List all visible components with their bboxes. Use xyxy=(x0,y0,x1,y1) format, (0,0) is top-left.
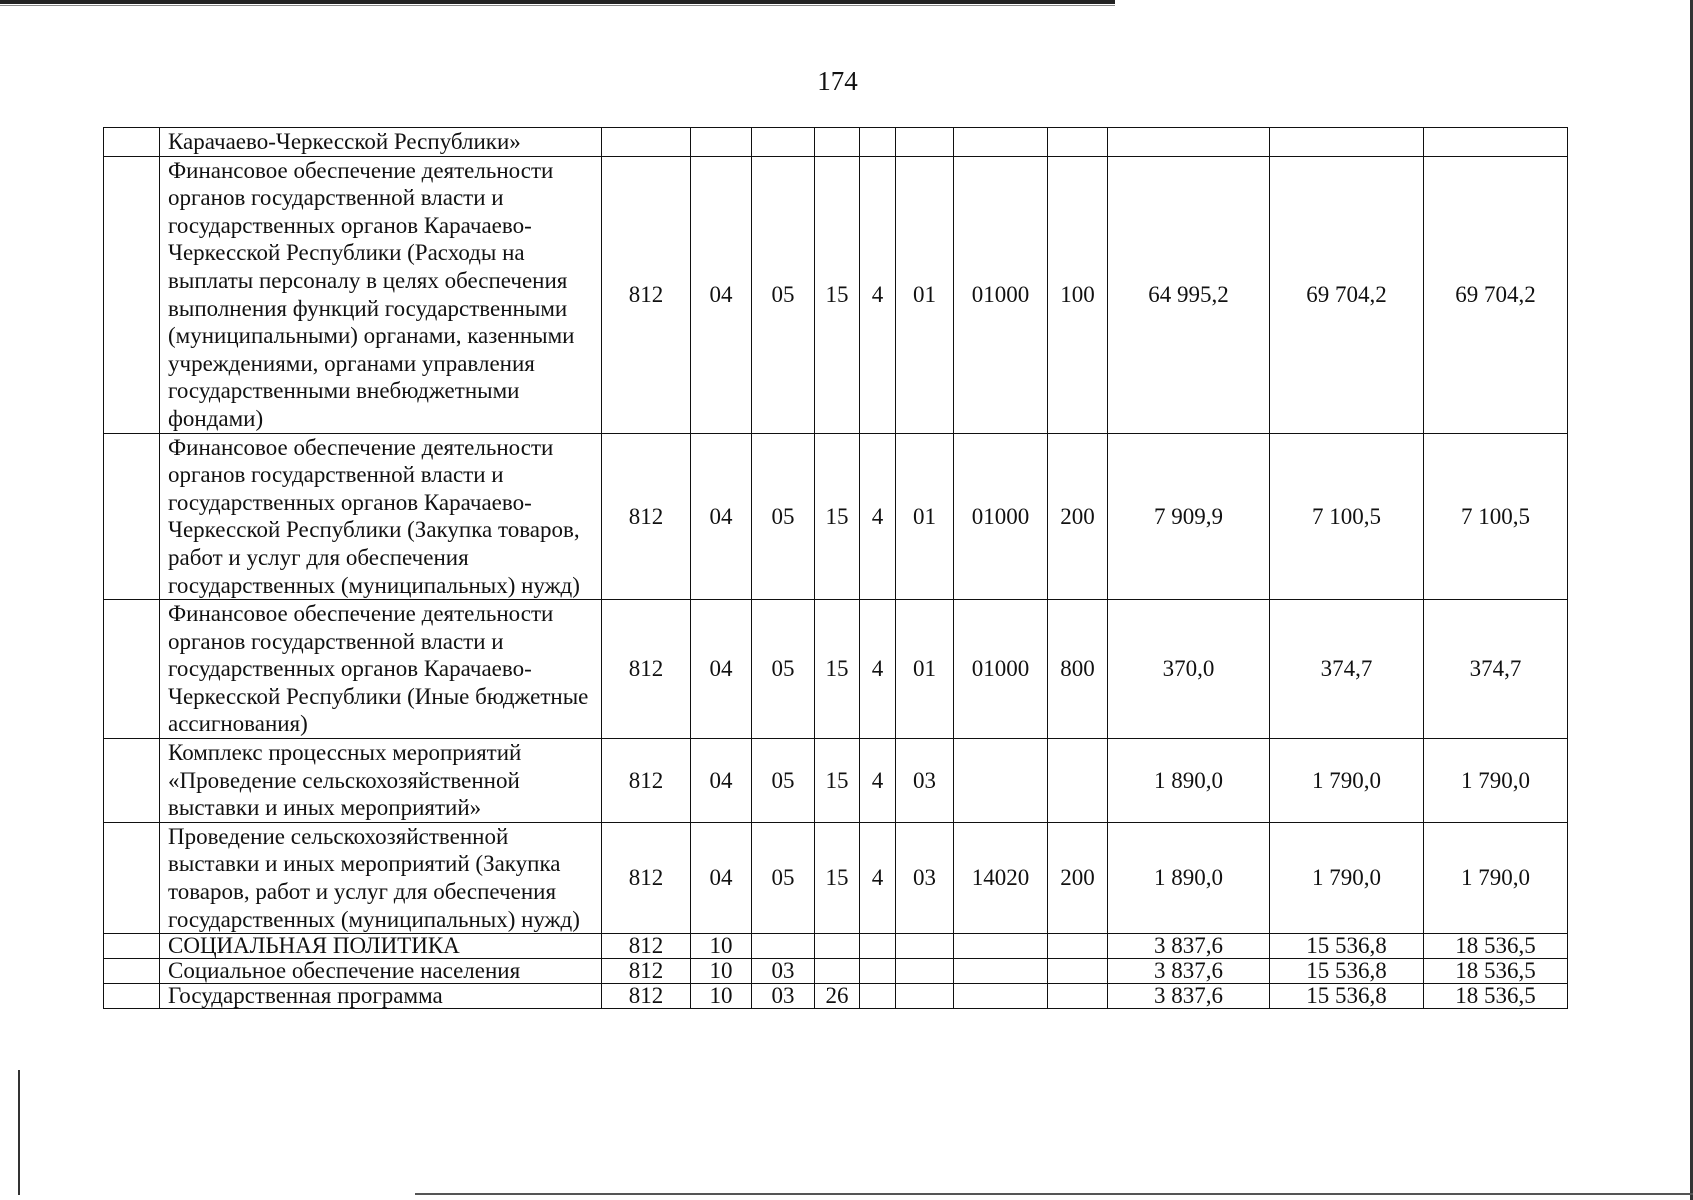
code-cell xyxy=(860,128,896,157)
code-cell: 812 xyxy=(602,934,691,959)
code-cell: 812 xyxy=(602,822,691,933)
code-cell xyxy=(1048,739,1108,823)
amount-cell: 1 790,0 xyxy=(1424,822,1568,933)
amount-cell: 1 790,0 xyxy=(1424,739,1568,823)
code-cell xyxy=(815,959,860,984)
page-number: 174 xyxy=(817,66,858,96)
row-number-cell xyxy=(104,984,160,1009)
amount-cell xyxy=(1424,128,1568,157)
code-cell xyxy=(860,984,896,1009)
code-cell: 812 xyxy=(602,959,691,984)
amount-cell: 69 704,2 xyxy=(1424,156,1568,433)
amount-cell xyxy=(1108,128,1270,157)
amount-cell: 15 536,8 xyxy=(1270,934,1424,959)
code-cell xyxy=(1048,959,1108,984)
code-cell xyxy=(896,959,954,984)
code-cell: 812 xyxy=(602,739,691,823)
row-number-cell xyxy=(104,739,160,823)
code-cell: 04 xyxy=(691,739,752,823)
code-cell: 15 xyxy=(815,600,860,739)
scan-border-top-thin xyxy=(0,5,1115,6)
table-row xyxy=(104,600,1568,739)
code-cell: 10 xyxy=(691,934,752,959)
table-row xyxy=(104,934,1568,959)
code-cell: 15 xyxy=(815,739,860,823)
code-cell: 200 xyxy=(1048,433,1108,600)
amount-cell: 3 837,6 xyxy=(1108,984,1270,1009)
table-row xyxy=(104,984,1568,1009)
scan-border-left xyxy=(18,1070,20,1195)
amount-cell: 1 890,0 xyxy=(1108,822,1270,933)
code-cell: 26 xyxy=(815,984,860,1009)
item-name-cell: Финансовое обеспечение деятельности органов государственной власти и государственных органов Карачаево-Черкесской Республики (Расходы на выплаты персоналу в целях обеспечения выполнения функций государственными (муниципальными) органами, казенными учреждениями, органами управления государственными внебюджетными фондами) xyxy=(160,156,602,433)
code-cell: 01 xyxy=(896,156,954,433)
code-cell: 04 xyxy=(691,433,752,600)
table-row xyxy=(104,822,1568,933)
code-cell: 10 xyxy=(691,959,752,984)
code-cell xyxy=(954,959,1048,984)
amount-cell: 15 536,8 xyxy=(1270,959,1424,984)
item-name-cell: Государственная программа xyxy=(160,984,602,1009)
code-cell: 03 xyxy=(752,959,815,984)
code-cell: 01000 xyxy=(954,433,1048,600)
amount-cell: 7 909,9 xyxy=(1108,433,1270,600)
code-cell xyxy=(602,128,691,157)
row-number-cell xyxy=(104,128,160,157)
item-name-cell: СОЦИАЛЬНАЯ ПОЛИТИКА xyxy=(160,934,602,959)
code-cell xyxy=(752,934,815,959)
amount-cell: 1 790,0 xyxy=(1270,739,1424,823)
scan-border-bottom xyxy=(415,1193,1693,1195)
amount-cell: 1 890,0 xyxy=(1108,739,1270,823)
code-cell xyxy=(1048,128,1108,157)
amount-cell: 7 100,5 xyxy=(1270,433,1424,600)
code-cell: 100 xyxy=(1048,156,1108,433)
code-cell xyxy=(896,984,954,1009)
code-cell: 03 xyxy=(896,739,954,823)
code-cell: 04 xyxy=(691,822,752,933)
item-name-cell: Карачаево-Черкесской Республики» xyxy=(160,128,602,157)
code-cell: 01 xyxy=(896,433,954,600)
row-number-cell xyxy=(104,156,160,433)
code-cell xyxy=(896,128,954,157)
code-cell xyxy=(691,128,752,157)
amount-cell: 15 536,8 xyxy=(1270,984,1424,1009)
amount-cell: 18 536,5 xyxy=(1424,984,1568,1009)
code-cell: 4 xyxy=(860,156,896,433)
row-number-cell xyxy=(104,600,160,739)
code-cell xyxy=(1048,984,1108,1009)
code-cell: 01 xyxy=(896,600,954,739)
item-name-cell: Социальное обеспечение населения xyxy=(160,959,602,984)
code-cell xyxy=(954,128,1048,157)
code-cell xyxy=(896,934,954,959)
code-cell: 05 xyxy=(752,739,815,823)
amount-cell: 374,7 xyxy=(1424,600,1568,739)
code-cell: 03 xyxy=(896,822,954,933)
table-row xyxy=(104,739,1568,823)
item-name-cell: Проведение сельскохозяйственной выставки и иных мероприятий (Закупка товаров, работ и услуг для обеспечения государственных (муниципальных) нужд) xyxy=(160,822,602,933)
amount-cell: 69 704,2 xyxy=(1270,156,1424,433)
code-cell: 05 xyxy=(752,822,815,933)
amount-cell: 1 790,0 xyxy=(1270,822,1424,933)
code-cell: 4 xyxy=(860,739,896,823)
code-cell: 04 xyxy=(691,600,752,739)
code-cell xyxy=(815,934,860,959)
code-cell: 4 xyxy=(860,822,896,933)
code-cell xyxy=(860,959,896,984)
amount-cell xyxy=(1270,128,1424,157)
code-cell: 4 xyxy=(860,433,896,600)
code-cell: 01000 xyxy=(954,600,1048,739)
code-cell: 05 xyxy=(752,433,815,600)
code-cell: 812 xyxy=(602,600,691,739)
code-cell xyxy=(954,739,1048,823)
code-cell xyxy=(954,984,1048,1009)
row-number-cell xyxy=(104,959,160,984)
row-number-cell xyxy=(104,433,160,600)
amount-cell: 3 837,6 xyxy=(1108,934,1270,959)
table-row xyxy=(104,156,1568,433)
code-cell: 10 xyxy=(691,984,752,1009)
code-cell: 14020 xyxy=(954,822,1048,933)
code-cell: 812 xyxy=(602,156,691,433)
row-number-cell xyxy=(104,934,160,959)
code-cell: 04 xyxy=(691,156,752,433)
amount-cell: 3 837,6 xyxy=(1108,959,1270,984)
amount-cell: 18 536,5 xyxy=(1424,934,1568,959)
code-cell: 01000 xyxy=(954,156,1048,433)
scan-border-top xyxy=(0,0,1115,4)
item-name-cell: Финансовое обеспечение деятельности органов государственной власти и государственных органов Карачаево-Черкесской Республики (Иные бюджетные ассигнования) xyxy=(160,600,602,739)
code-cell: 800 xyxy=(1048,600,1108,739)
item-name-cell: Финансовое обеспечение деятельности органов государственной власти и государственных органов Карачаево-Черкесской Республики (Закупка товаров, работ и услуг для обеспечения государственных (муниципальных) нужд) xyxy=(160,433,602,600)
amount-cell: 370,0 xyxy=(1108,600,1270,739)
row-number-cell xyxy=(104,822,160,933)
table-row xyxy=(104,959,1568,984)
table-row xyxy=(104,433,1568,600)
code-cell: 05 xyxy=(752,600,815,739)
code-cell: 4 xyxy=(860,600,896,739)
amount-cell: 64 995,2 xyxy=(1108,156,1270,433)
code-cell xyxy=(1048,934,1108,959)
code-cell: 03 xyxy=(752,984,815,1009)
budget-table xyxy=(103,127,1568,1009)
code-cell xyxy=(954,934,1048,959)
code-cell: 812 xyxy=(602,984,691,1009)
code-cell xyxy=(815,128,860,157)
code-cell: 812 xyxy=(602,433,691,600)
item-name-cell: Комплекс процессных мероприятий «Проведение сельскохозяйственной выставки и иных мероприятий» xyxy=(160,739,602,823)
code-cell xyxy=(752,128,815,157)
code-cell: 05 xyxy=(752,156,815,433)
code-cell: 15 xyxy=(815,822,860,933)
table-row xyxy=(104,128,1568,157)
code-cell: 200 xyxy=(1048,822,1108,933)
code-cell xyxy=(860,934,896,959)
amount-cell: 18 536,5 xyxy=(1424,959,1568,984)
amount-cell: 374,7 xyxy=(1270,600,1424,739)
code-cell: 15 xyxy=(815,433,860,600)
code-cell: 15 xyxy=(815,156,860,433)
amount-cell: 7 100,5 xyxy=(1424,433,1568,600)
